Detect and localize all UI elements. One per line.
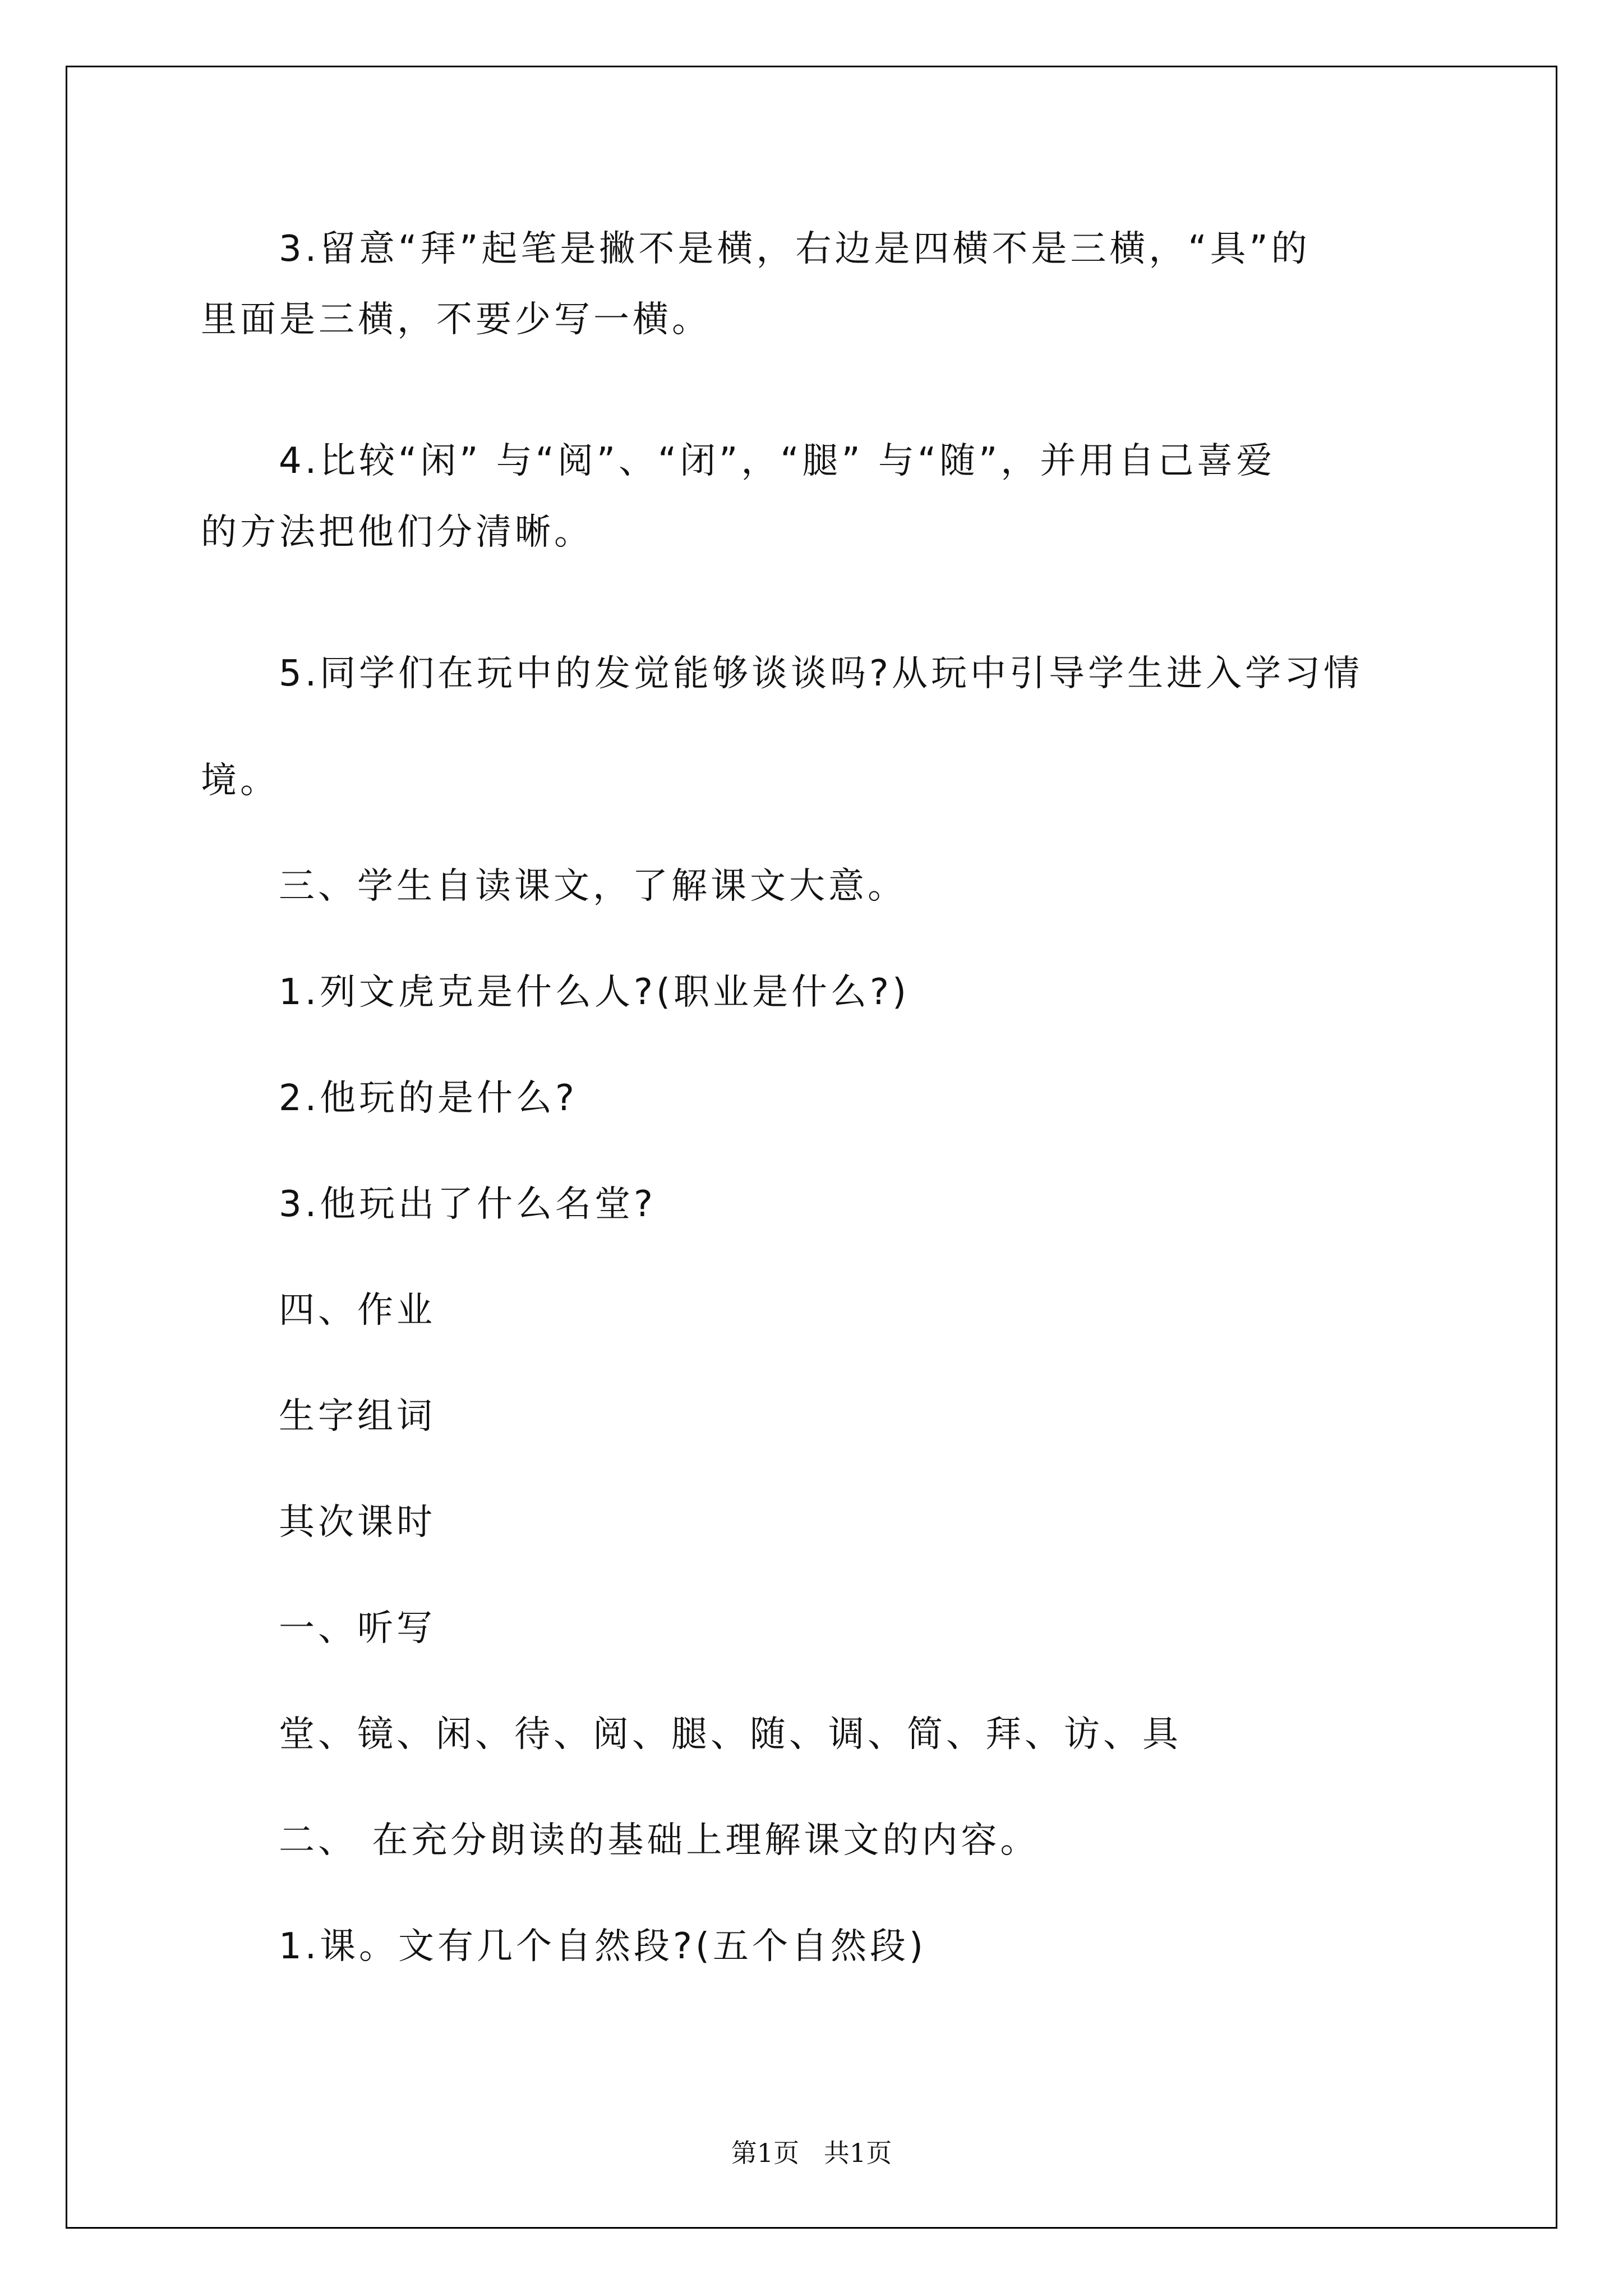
- paragraph-1-line-1: 3.留意“拜”起笔是撇不是横，右边是四横不是三横，“具”的: [279, 228, 1311, 270]
- dictation-words: 堂、镜、闲、待、阅、腿、随、调、简、拜、访、具: [279, 1714, 1182, 1755]
- paragraph-1-line-2: 里面是三横，不要少写一横。: [201, 299, 711, 341]
- section-heading-4: 四、作业: [279, 1290, 436, 1331]
- question-1: 1.列文虎克是什么人?(职业是什么?): [279, 972, 910, 1013]
- question-3: 3.他玩出了什么名堂?: [279, 1184, 657, 1225]
- homework-item: 生字组词: [279, 1396, 436, 1437]
- section-heading-1: 一、听写: [279, 1608, 436, 1649]
- section-heading-3: 三、学生自读课文，了解课文大意。: [279, 866, 907, 907]
- section-heading-2: 二、 在充分朗读的基础上理解课文的内容。: [279, 1820, 1040, 1861]
- lesson-title: 其次课时: [279, 1502, 436, 1543]
- paragraph-3-line-2: 境。: [201, 760, 279, 802]
- page-border: [66, 66, 1557, 2229]
- page-footer: 第1页 共1页: [731, 2138, 892, 2168]
- question-2: 2.他玩的是什么?: [279, 1078, 578, 1119]
- paragraph-2-line-1: 4.比较“闲” 与“阅”、“闭”，“腿” 与“随”，并用自己喜爱: [279, 440, 1276, 482]
- question-4: 1.课。文有几个自然段?(五个自然段): [279, 1926, 926, 1967]
- paragraph-3-line-1: 5.同学们在玩中的发觉能够谈谈吗?从玩中引导学生进入学习情: [279, 653, 1363, 694]
- paragraph-2-line-2: 的方法把他们分清晰。: [201, 512, 593, 553]
